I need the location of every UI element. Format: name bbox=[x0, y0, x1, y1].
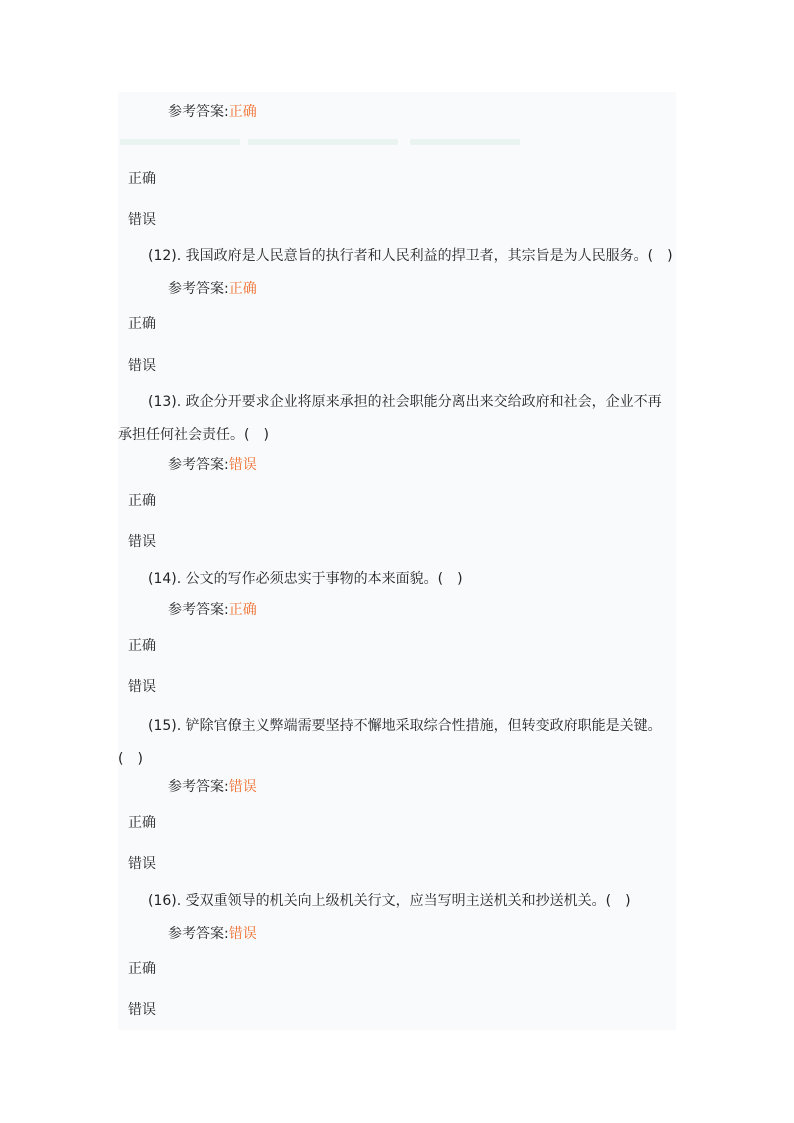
option-false[interactable]: 错误 bbox=[128, 1002, 156, 1018]
option-true[interactable]: 正确 bbox=[128, 493, 156, 509]
reference-answer bbox=[168, 600, 257, 620]
question-text: (16). 受双重领导的机关向上级机关行文，应当写明主送机关和抄送机关。( ) bbox=[148, 893, 631, 909]
question-text: (13). 政企分开要求企业将原来承担的社会职能分离出来交给政府和社会，企业不再 bbox=[148, 394, 662, 410]
question-text: (15). 铲除官僚主义弊端需要坚持不懈地采取综合性措施，但转变政府职能是关键。 bbox=[148, 718, 662, 734]
reference-answer bbox=[168, 455, 257, 475]
option-false[interactable]: 错误 bbox=[128, 212, 156, 228]
option-false[interactable]: 错误 bbox=[128, 534, 156, 550]
answer-value: 错误 bbox=[228, 779, 257, 795]
reference-answer bbox=[168, 102, 257, 122]
option-true[interactable]: 正确 bbox=[128, 316, 156, 332]
answer-value: 正确 bbox=[228, 281, 257, 297]
answer-label: 参考答案: bbox=[168, 281, 229, 297]
question-13 bbox=[118, 386, 678, 452]
answer-label: 参考答案: bbox=[168, 602, 229, 618]
question-12 bbox=[118, 240, 678, 273]
reference-answer bbox=[168, 924, 257, 944]
answer-label: 参考答案: bbox=[168, 779, 229, 795]
answer-value: 错误 bbox=[228, 926, 257, 942]
option-true[interactable]: 正确 bbox=[128, 961, 156, 977]
answer-value: 错误 bbox=[228, 457, 257, 473]
answer-value: 正确 bbox=[228, 104, 257, 120]
faint-text-strip bbox=[118, 134, 528, 150]
option-true[interactable]: 正确 bbox=[128, 638, 156, 654]
answer-label: 参考答案: bbox=[168, 926, 229, 942]
answer-label: 参考答案: bbox=[168, 457, 229, 473]
reference-answer bbox=[168, 279, 257, 299]
question-text: (14). 公文的写作必须忠实于事物的本来面貌。( ) bbox=[148, 571, 463, 587]
option-false[interactable]: 错误 bbox=[128, 856, 156, 872]
reference-answer bbox=[168, 777, 257, 797]
option-true[interactable]: 正确 bbox=[128, 815, 156, 831]
question-16 bbox=[118, 885, 678, 918]
option-false[interactable]: 错误 bbox=[128, 679, 156, 695]
answer-label: 参考答案: bbox=[168, 104, 229, 120]
question-text-cont: ( ) bbox=[118, 751, 143, 767]
question-text: (12). 我国政府是人民意旨的执行者和人民利益的捍卫者，其宗旨是为人民服务。( ) bbox=[148, 248, 673, 264]
question-15 bbox=[118, 710, 678, 776]
option-false[interactable]: 错误 bbox=[128, 358, 156, 374]
question-text-cont: 承担任何社会责任。( ) bbox=[118, 427, 269, 443]
question-14 bbox=[118, 563, 678, 596]
answer-value: 正确 bbox=[228, 602, 257, 618]
option-true[interactable]: 正确 bbox=[128, 171, 156, 187]
